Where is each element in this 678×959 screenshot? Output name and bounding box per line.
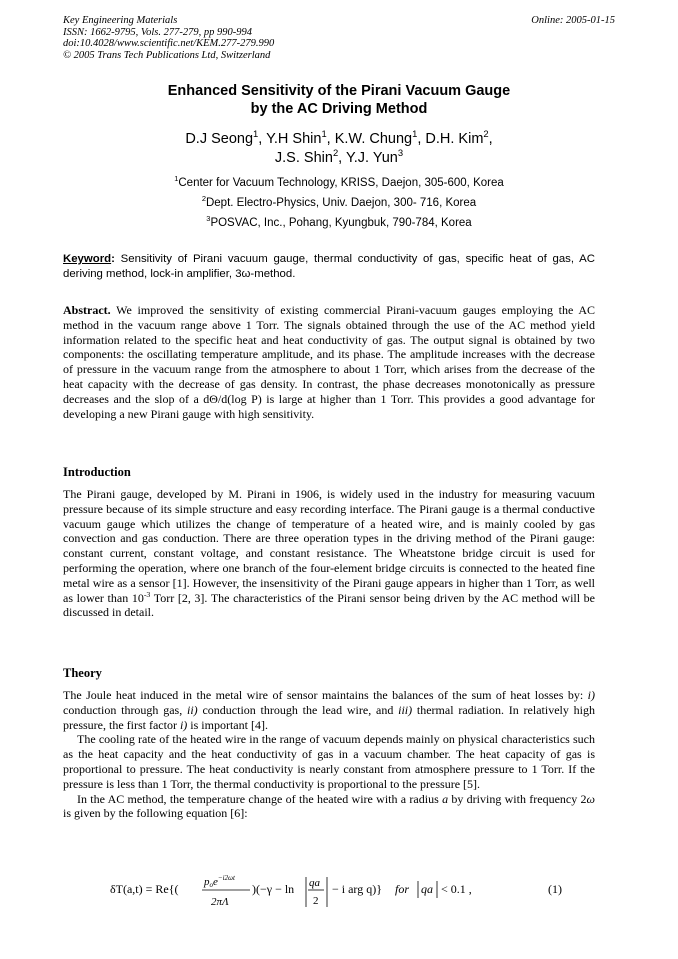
theory-heading: Theory [63,666,102,680]
eq-mid: )(−γ − ln [252,882,295,896]
equation-number: (1) [548,882,562,896]
author: D.J Seong [185,131,254,147]
theory-text [63,688,595,821]
eq-abs-den: 2 [313,895,319,907]
equation-1 [110,875,590,920]
eq-lhs: δT(a,t) = Re{( [110,882,179,896]
theory-paragraph-2: The cooling rate of the heated wire in the range of vacuum depends mainly on physical characteristics such as the heat capacity and the heat conductivity of gas in a vacuum chamber. The heat capacity of gas is proportional to pressure. The heat conductivity is nearly constant from atmosphere pressure to 1 Torr. If the pressure is less than 1 Torr, the thermal conductivity is proportional to the pressure [5]. [63,732,595,791]
author: D.H. Kim [425,131,484,147]
copyright-line: © 2005 Trans Tech Publications Ltd, Switzerland [63,49,271,61]
online-date: Online: 2005-01-15 [531,15,615,26]
author: K.W. Chung [334,131,413,147]
doi-line: doi:10.4028/www.scientific.net/KEM.277-279.990 [63,38,275,49]
eq-cond: for [395,882,410,896]
paper-title [0,82,678,118]
author: J.S. Shin [274,150,333,166]
keyword-label: Keyword [63,253,112,265]
affiliation: Dept. Electro-Physics, Univ. Daejon, 300- 716, Korea [205,197,477,209]
author-list: D.J Seong$^1$, Y.H Shin$^1$, K.W. Chung$^1$, D.H. Kim$^2$, J.S. Shin$^2$, Y.J. Yun$^3$ [185,128,493,166]
eq-num: poe$^{-i2\omega t}$ [204,875,235,889]
eq-cond-rhs: < 0.1 , [441,882,472,896]
journal-name: Key Engineering Materials [63,15,178,26]
title-line-2: by the AC Driving Method [250,101,428,117]
theory-paragraph-1: The Joule heat induced in the metal wire of sensor maintains the balances of the sum of heat losses by: i) conduction through gas, ii) conduction through the lead wire, and iii) thermal radiation. In relatively high pressure, the first factor i) is important [4]. [63,688,595,732]
eq-cond-expr: qa [421,882,433,896]
title-line-1: Enhanced Sensitivity of the Pirani Vacuum Gauge [167,83,511,99]
eq-den: 2πΛ [211,896,229,908]
author: Y.H Shin [266,131,322,147]
introduction-heading: Introduction [63,465,131,479]
affiliation-list: $^1$Center for Vacuum Technology, KRISS, Daejon, 305-600, Korea $^2$Dept. Electro-Physics, Univ. Daejon, 300- 716, Korea $^3$POSVAC, Inc., Pohang, Kyungbuk, 790-784, Korea [174,174,504,229]
theory-paragraph-3: In the AC method, the temperature change of the heated wire with a radius a by driving with frequency 2ω is given by the following equation [6]: [63,791,596,821]
abstract-text: We improved the sensitivity of existing commercial Pirani-vacuum gauges employing the AC method in the vacuum range above 1 Torr. The signals obtained through the use of the AC method yield information related to the specific heat and heat conductivity of gas. The output signal is obtained by two components: the oscillating temperature amplitude, and its phase. The amplitude increases with the decrease of pressure in the vacuum range from the atmosphere to about 1 Torr, which arises from the decrease of the heat capacity with the decrease of gas density. In contrast, the phase decreases monotonically as pressure decreases and the slop of a dΘ/d(log P) is large at higher than 1 Torr. This provides a good advantage for developing a new Pirani gauge with high sensitivity. [63,303,595,421]
keyword-text: Sensitivity of Pirani vacuum gauge, thermal conductivity of gas, specific heat of gas, AC deriving method, lock-in amplifier, 3ω-method. [63,253,595,280]
issn-line: ISSN: 1662-9795, Vols. 277-279, pp 990-994 [63,26,252,38]
affiliation: POSVAC, Inc., Pohang, Kyungbuk, 790-784, Korea [210,217,472,229]
introduction-text: The Pirani gauge, developed by M. Pirani in 1906, is widely used in the industry for measuring vacuum pressure because of its simple structure and easy recording interface. The Pirani gauge is a thermal conductive vacuum gauge which utilizes the change of temperature of a heated wire, and is mainly cooled by gas convection and gas conduction. There are three operation types in the driving method of the Pirani gauge: constant current, constant voltage, and constant resistance. The Wheatstone bridge circuit is used for performing the operation, where one branch of the four-element bridge circuits is connected to the heated fine metal wire as a sensor [1]. However, the insensitivity of the Pirani gauge appears in higher than 1 Torr, as well as lower than $10^{-3}$ Torr [2, 3]. The characteristics of the Pirani sensor being driven by the AC method will be discussed in detail. [63,487,596,620]
abstract-label: Abstract. [63,303,111,317]
eq-tail: − i arg q)} [332,882,382,896]
abstract [63,303,595,421]
journal-header [63,15,615,61]
affiliation: Center for Vacuum Technology, KRISS, Daejon, 305-600, Korea [178,177,504,189]
keywords: Keyword: Sensitivity of Pirani vacuum gauge, thermal conductivity of gas, specific heat of gas, AC deriving method, lock-in amplifier, 3ω-method. [63,253,595,280]
author: Y.J. Yun [345,150,398,166]
eq-abs-num: qa [309,877,320,889]
